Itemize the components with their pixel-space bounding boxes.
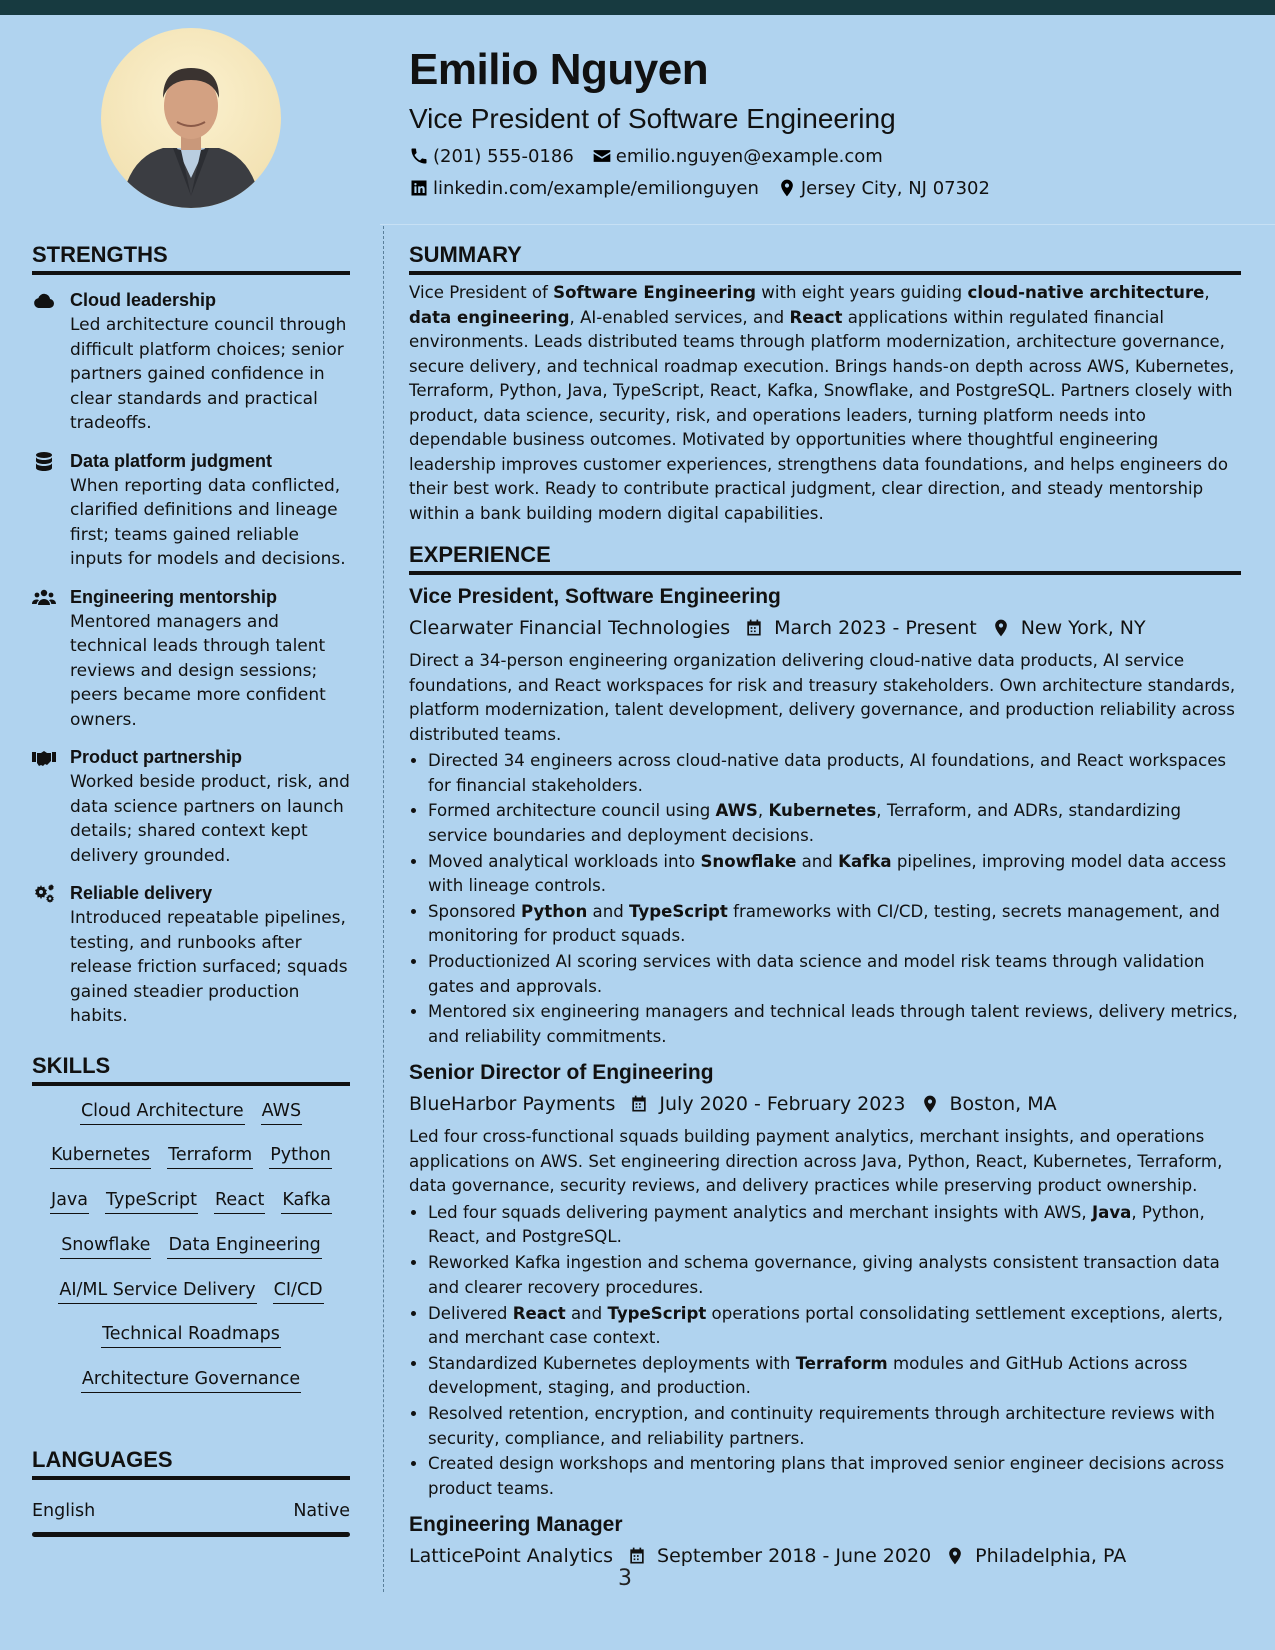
header — [409, 40, 1249, 200]
cloud-icon — [32, 289, 56, 313]
job-dates — [744, 613, 977, 643]
database-icon — [32, 450, 56, 474]
job-entry — [409, 583, 1241, 1049]
skill-row — [32, 1187, 350, 1232]
job-dates-text: July 2020 - February 2023 — [659, 1093, 906, 1116]
top-bar — [0, 0, 1275, 15]
job-bullet: • Resolved retention, encryption, and continuity requirements through architecture reviews with security, compliance, and reliability partners. — [428, 1402, 1241, 1451]
phone-contact[interactable] — [409, 146, 574, 167]
linkedin-contact[interactable] — [409, 178, 759, 199]
column-divider — [383, 226, 384, 1592]
skill-tag: React — [214, 1187, 265, 1214]
strength-item — [32, 448, 350, 572]
job-dates — [629, 1089, 905, 1119]
skills-heading: SKILLS — [32, 1051, 350, 1086]
left-column — [32, 240, 350, 1537]
avatar — [101, 28, 281, 208]
map-pin-icon — [777, 178, 797, 198]
contact-row-primary — [409, 144, 1249, 168]
skill-tag: Data Engineering — [167, 1232, 321, 1259]
skill-row — [32, 1142, 350, 1187]
skill-row — [32, 1366, 350, 1411]
map-pin-icon — [991, 618, 1011, 638]
language-proficiency-bar — [32, 1532, 350, 1537]
skill-tag: AWS — [261, 1098, 302, 1125]
strength-title: Product partnership — [70, 747, 243, 767]
strength-title: Data platform judgment — [70, 450, 273, 471]
skill-tag: Snowflake — [60, 1232, 151, 1259]
skill-tag: Python — [269, 1142, 332, 1169]
job-location-text: New York, NY — [1020, 617, 1146, 639]
skill-tag: Architecture Governance — [81, 1366, 301, 1393]
candidate-role: Vice President of Software Engineering — [409, 103, 896, 134]
right-column — [409, 240, 1241, 1571]
job-dates-text: March 2023 - Present — [774, 617, 977, 639]
skill-tag: Kubernetes — [50, 1142, 151, 1169]
strength-item — [32, 880, 350, 1029]
strength-description: Worked beside product, risk, and data science partners on launch details; shared context kept delivery grounded. — [70, 772, 350, 866]
strength-description: When reporting data conflicted, clarified definitions and lineage first; teams gained reliable inputs for models and decisions. — [70, 475, 346, 569]
job-bullets — [409, 1201, 1241, 1501]
strength-item — [32, 584, 350, 733]
job-meta — [409, 613, 1241, 643]
job-title: Engineering Manager — [409, 1513, 623, 1537]
calendar-icon — [629, 1094, 649, 1114]
skill-row — [32, 1321, 350, 1366]
job-entry — [409, 1059, 1241, 1501]
calendar-icon — [627, 1546, 647, 1566]
skill-tag: Terraform — [167, 1142, 253, 1169]
strength-description: Introduced repeatable pipelines, testing, and runbooks after release friction surfaced; squads gained steadier production habits. — [70, 908, 348, 1026]
email-contact[interactable] — [592, 146, 883, 167]
job-location — [945, 1541, 1126, 1571]
skill-tag: Kafka — [281, 1187, 332, 1214]
job-location-text: Philadelphia, PA — [975, 1545, 1127, 1568]
job-bullet: • Formed architecture council using AWS, Kubernetes, Terraform, and ADRs, standardizing service boundaries and deployment decisions. — [428, 799, 1241, 848]
strength-item — [32, 744, 350, 868]
skills-list — [32, 1098, 350, 1412]
job-location — [920, 1089, 1057, 1119]
job-bullet: • Delivered React and TypeScript operations portal consolidating settlement exceptions, alerts, and merchant case context. — [428, 1302, 1241, 1351]
handshake-icon — [32, 746, 56, 770]
calendar-icon — [744, 618, 764, 638]
language-level: Native — [293, 1501, 350, 1522]
job-meta — [409, 1089, 1241, 1119]
skill-tag: Java — [50, 1187, 89, 1214]
strength-title: Engineering mentorship — [70, 586, 278, 607]
job-title: Senior Director of Engineering — [409, 1061, 714, 1085]
job-dates — [627, 1541, 931, 1571]
users-icon — [32, 586, 56, 610]
job-bullet: • Reworked Kafka ingestion and schema governance, giving analysts consistent transaction data and clearer recovery procedures. — [428, 1251, 1241, 1300]
job-bullet: • Moved analytical workloads into Snowflake and Kafka pipelines, improving model data access with lineage controls. — [428, 850, 1241, 899]
languages-list — [32, 1498, 350, 1537]
experience-heading: EXPERIENCE — [409, 540, 1241, 575]
job-bullet: • Created design workshops and mentoring plans that improved senior engineer decisions across product teams. — [428, 1452, 1241, 1501]
strength-item — [32, 287, 350, 436]
skill-tag: TypeScript — [105, 1187, 198, 1214]
job-bullets — [409, 749, 1241, 1049]
job-bullet: • Mentored six engineering managers and technical leads through talent reviews, delivery metrics, and reliability commitments. — [428, 1000, 1241, 1049]
job-meta — [409, 1541, 1241, 1571]
email-text: emilio.nguyen@example.com — [615, 145, 883, 167]
map-pin-icon — [920, 1094, 940, 1114]
linkedin-text: linkedin.com/example/emilionguyen — [433, 177, 759, 199]
job-bullet: • Led four squads delivering payment analytics and merchant insights with AWS, Java, Python, React, and PostgreSQL. — [428, 1201, 1241, 1250]
summary-heading: SUMMARY — [409, 240, 1241, 275]
language-name: English — [32, 1501, 96, 1522]
skill-tag: CI/CD — [273, 1277, 324, 1304]
candidate-name: Emilio Nguyen — [409, 45, 709, 94]
strengths-heading: STRENGTHS — [32, 240, 350, 275]
job-company: BlueHarbor Payments — [409, 1093, 616, 1116]
languages-heading: LANGUAGES — [32, 1445, 350, 1480]
location-contact — [777, 178, 990, 199]
strength-description: Mentored managers and technical leads through talent reviews and design sessions; peers became more confident owners. — [70, 611, 326, 730]
job-bullet: • Directed 34 engineers across cloud-native data products, AI foundations, and React workspaces for financial stakeholders. — [428, 749, 1241, 798]
envelope-icon — [592, 146, 612, 166]
gears-icon — [32, 882, 56, 906]
job-dates-text: September 2018 - June 2020 — [657, 1545, 932, 1568]
phone-text: (201) 555-0186 — [433, 145, 574, 167]
job-bullet: • Productionized AI scoring services with data science and model risk teams through validation gates and approvals. — [428, 950, 1241, 999]
location-text: Jersey City, NJ 07302 — [800, 177, 990, 199]
linkedin-icon — [409, 178, 429, 198]
skill-tag: AI/ML Service Delivery — [58, 1277, 256, 1304]
job-company: LatticePoint Analytics — [409, 1545, 614, 1568]
job-location — [991, 613, 1146, 643]
job-location-text: Boston, MA — [949, 1093, 1057, 1116]
strength-title: Reliable delivery — [70, 883, 213, 903]
skill-row — [32, 1098, 350, 1143]
skill-row — [32, 1277, 350, 1322]
job-description: Led four cross-functional squads building payment analytics, merchant insights, and operations applications on AWS. Set engineering direction across Java, Python, React, Kubernetes, Terraform, data governance, security reviews, and delivery practices while preserving product ownership. — [409, 1127, 1223, 1196]
strength-description: Led architecture council through difficult platform choices; senior partners gained confidence in clear standards and practical tradeoffs. — [70, 315, 347, 433]
strength-title: Cloud leadership — [70, 290, 217, 310]
map-pin-icon — [945, 1546, 965, 1566]
strengths-list — [32, 287, 350, 1029]
experience-list — [409, 583, 1241, 1571]
header-separator — [380, 224, 1275, 225]
skill-row — [32, 1232, 350, 1277]
contact-row-secondary — [409, 176, 1249, 200]
job-company: Clearwater Financial Technologies — [409, 617, 731, 639]
page-number: 3 — [618, 1566, 632, 1591]
skill-tag: Cloud Architecture — [80, 1098, 245, 1125]
job-bullet: • Standardized Kubernetes deployments with Terraform modules and GitHub Actions across development, staging, and production. — [428, 1352, 1241, 1401]
language-row — [32, 1498, 350, 1524]
skill-tag: Technical Roadmaps — [101, 1321, 281, 1348]
job-entry — [409, 1511, 1241, 1571]
job-title: Vice President, Software Engineering — [409, 585, 781, 608]
job-bullet: • Sponsored Python and TypeScript frameworks with CI/CD, testing, secrets management, and monitoring for product squads. — [428, 900, 1241, 949]
job-description: Direct a 34-person engineering organization delivering cloud-native data products, AI service foundations, and React workspaces for risk and treasury stakeholders. Own architecture standards, platform modernization, talent development, delivery governance, and production reliability across distributed teams. — [409, 651, 1236, 744]
phone-icon — [409, 146, 429, 166]
summary-text: Vice President of Software Engineering with eight years guiding cloud-native architecture, data engineering, AI-enabled services, and React applications within regulated financial environments. Leads distributed teams through platform modernization, architecture governance, secure delivery, and technical roadmap execution. Brings hands-on depth across AWS, Kubernetes, Terraform, Python, Java, TypeScript, React, Kafka, Snowflake, and PostgreSQL. Partners closely with product, data science, security, risk, and operations leaders, turning platform needs into dependable business outcomes. Motivated by opportunities where thoughtful engineering leadership improves customer experiences, strengthens data foundations, and helps engineers do their best work. Ready to contribute practical judgment, clear direction, and steady mentorship within a bank building modern digital capabilities. — [409, 283, 1235, 523]
